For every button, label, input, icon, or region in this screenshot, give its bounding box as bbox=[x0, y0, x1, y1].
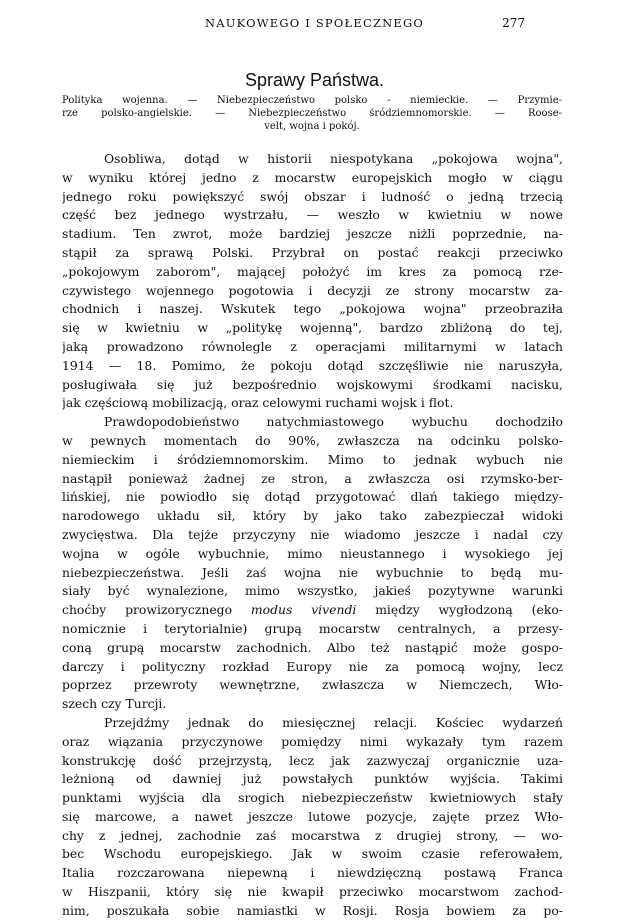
summary-line: velt, wojna i pokój. bbox=[264, 121, 360, 132]
text-line: lińskiej, nie powiodło się dotąd przygotować dlań takiego między- bbox=[62, 489, 563, 505]
article-title: Sprawy Państwa. bbox=[244, 70, 385, 91]
text-line: niemieckim i śródziemnomorskim. Mimo to jednak wybuch nie bbox=[62, 451, 563, 467]
text-line: wojna w ogóle wybuchnie, mimo nieustannego i wysokiego jej bbox=[62, 545, 563, 561]
text-line: jednego roku powiększyć swój obszar i ludność o jedną trzecią bbox=[62, 188, 563, 204]
text-line: narodowego układu sił, który by jako tako zabezpieczał widoki bbox=[62, 508, 563, 524]
text-line: jak częściową mobilizacją, oraz celowymi ruchami wojsk i flot. bbox=[62, 395, 454, 411]
text-line: bec Wschodu europejskiego. Jak w swoim czasie referowałem, bbox=[62, 846, 563, 862]
running-title: NAUKOWEGO I SPOŁECZNEGO bbox=[204, 16, 425, 30]
text-line: posługiwała się już bezpośrednio wojskowymi środkami nacisku, bbox=[62, 376, 563, 392]
text-line: jaką prowadzono równolegle z operacjami militarnymi w latach bbox=[62, 338, 563, 354]
text-line: się marcowe, a nawet jeszcze lutowe pozycje, zajęte przez Wło- bbox=[62, 808, 563, 824]
text-line: konstrukcję dość przejrzystą, lecz jak zazwyczaj organicznie uza- bbox=[62, 752, 563, 768]
summary-line: Polityka wojenna. — Niebezpieczeństwo polsko - niemieckie. — Przymie- bbox=[62, 95, 562, 106]
text-line: leżnioną od dawniej już powstałych punktów wyjścia. Takimi bbox=[62, 771, 563, 787]
text-line: szech czy Turcji. bbox=[62, 696, 167, 712]
text-segment: między wygłodzoną (eko- bbox=[375, 602, 563, 618]
text-line: Osobliwa, dotąd w historii niespotykana „pokojowa wojna", bbox=[104, 151, 563, 166]
italic-phrase: modus vivendi bbox=[250, 602, 357, 618]
text-line: nastąpił ponieważ żadnej ze stron, a zwłaszcza osi rzymsko-ber- bbox=[62, 470, 563, 486]
page-number: 277 bbox=[502, 16, 525, 30]
text-line: „pokojowym zaborom", mającej położyć im kres za pomocą rze- bbox=[62, 263, 563, 279]
text-line: darczy i polityczny rozkład Europy nie za pomocą wojny, lecz bbox=[62, 658, 563, 674]
article-body bbox=[62, 150, 563, 921]
text-line: w Hiszpanii, który się nie kwapił przeciwko mocarstwom zachod- bbox=[62, 884, 563, 900]
text-line: niebezpieczeństwa. Jeśli zaś wojna nie wybuchnie to będą mu- bbox=[62, 564, 563, 580]
text-line: nomicznie i terytorialnie) grupą mocarstw centralnych, a przesy- bbox=[62, 620, 563, 636]
text-line: nim, poszukała sobie namiastki w Rosji. Rosja bowiem za po- bbox=[62, 902, 563, 918]
running-header bbox=[0, 14, 629, 34]
text-line: coną grupą mocarstw zachodnich. Albo też nastąpić może gospo- bbox=[62, 639, 563, 655]
text-segment: choćby prowizorycznego bbox=[62, 602, 233, 618]
text-line: zwycięstwa. Dla tejże przyczyny nie wiadomo jeszcze i nadal czy bbox=[62, 526, 563, 542]
text-line: 1914 — 18. Pomimo, że pokoju dotąd szczęśliwie nie naruszyła, bbox=[62, 357, 563, 373]
text-line: chy z jednej, zachodnie zaś mocarstwa z drugiej strony, — wo- bbox=[62, 827, 563, 843]
text-line: Przejdźmy jednak do miesięcznej relacji. Kościec wydarzeń bbox=[104, 714, 563, 730]
text-line: punktami wyjścia dla srogich niebezpieczeństw kwietniowych stały bbox=[62, 790, 563, 806]
text-line: oraz wiązania przyczynowe pomiędzy nimi wykazały tym razem bbox=[62, 733, 563, 749]
text-line: część bez jednego wystrzału, — weszło w kwietniu w nowe bbox=[62, 207, 563, 223]
text-line: siały być wynalezione, mimo wszystko, jakieś pozytywne warunki bbox=[62, 583, 563, 599]
text-line: w wyniku której jedno z mocarstw europejskich mogło w ciągu bbox=[62, 169, 563, 185]
text-line-with-italic bbox=[62, 601, 563, 620]
text-line: się w kwietniu w „politykę wojenną", bardzo zbliżoną do tej, bbox=[62, 320, 563, 336]
text-line: w pewnych momentach do 90%, zwłaszcza na odcinku polsko- bbox=[62, 432, 563, 448]
text-line: chodnich i naszej. Wskutek tego „pokojowa wojna" przeobraziła bbox=[62, 301, 563, 317]
text-line: Italia rozczarowana niepewną i niewdzięczną postawą Franca bbox=[62, 865, 563, 881]
text-line: czywistego wojennego pogotowia i decyzji ze strony mocarstw za- bbox=[62, 282, 563, 298]
text-line: stąpił za sprawą Polski. Przybrał on postać reakcji przeciwko bbox=[62, 244, 563, 260]
summary-line: rze polsko-angielskie. — Niebezpieczeństwo śródziemnomorskie. — Roose- bbox=[62, 108, 562, 119]
text-line: stadium. Ten zwrot, może bardziej jeszcze niżli poprzednie, na- bbox=[62, 226, 563, 242]
article-summary bbox=[62, 94, 562, 133]
text-line: poprzez przewroty wewnętrzne, zwłaszcza w Niemczech, Wło- bbox=[62, 677, 563, 693]
text-line: Prawdopodobieństwo natychmiastowego wybuchu dochodziło bbox=[104, 414, 563, 430]
